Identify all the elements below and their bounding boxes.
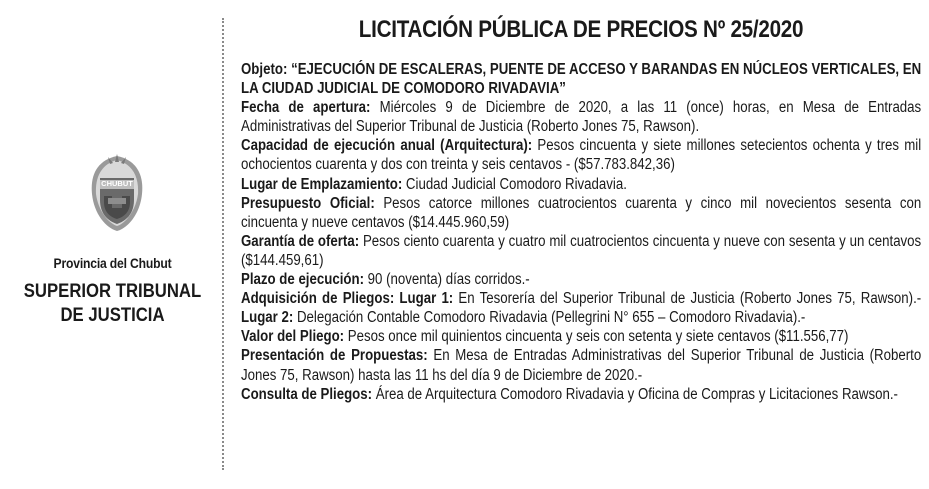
- objeto-label: Objeto:: [241, 61, 288, 78]
- presupuesto-paragraph: [241, 194, 921, 232]
- objeto-text: “EJECUCIÓN DE ESCALERAS, PUENTE DE ACCESO Y BARANDAS EN NÚCLEOS VERTICALES, EN LA CIUDAD JUDICIAL DE COMODORO RIVADAVIA”: [241, 61, 922, 98]
- lugar-text: Ciudad Judicial Comodoro Rivadavia.: [402, 175, 627, 193]
- adquisicion-text-2: Delegación Contable Comodoro Rivadavia (Pellegrini N° 655 – Comodoro Rivadavia).-: [293, 309, 806, 327]
- valor-text: Pesos once mil quinientos cincuenta y seis con setenta y siete centavos ($11.556,77): [344, 328, 849, 346]
- fecha-apertura-paragraph: [241, 98, 921, 136]
- court-name: [14, 280, 212, 328]
- capacidad-label: Capacidad de ejecución anual (Arquitectura):: [241, 137, 533, 155]
- consulta-text: Área de Arquitectura Comodoro Rivadavia y Oficina de Compras y Licitaciones Rawson.-: [372, 385, 898, 403]
- notice-title: LICITACIÓN PÚBLICA DE PRECIOS Nº 25/2020: [358, 16, 804, 43]
- crest-label: CHUBUT: [101, 179, 133, 188]
- garantia-text: Pesos ciento cuarenta y cuatro mil cuatrocientos cincuenta y nueve con sesenta y un centavos ($144.459,61): [241, 232, 922, 269]
- capacidad-paragraph: [241, 136, 921, 174]
- presentacion-text: En Mesa de Entradas Administrativas del Superior Tribunal de Justicia (Roberto Jones 75, Rawson) hasta las 11 hs del día 9 de Diciembre de 2020.-: [241, 347, 922, 384]
- notice-content: [241, 14, 921, 404]
- chubut-coat-of-arms-icon: [86, 152, 148, 234]
- plazo-text: 90 (noventa) días corridos.-: [363, 271, 530, 289]
- adquisicion-label: Adquisición de Pliegos: Lugar 1:: [241, 290, 454, 308]
- garantia-paragraph: [241, 232, 921, 270]
- adquisicion-paragraph: [241, 289, 921, 327]
- presupuesto-label: Presupuesto Oficial:: [241, 194, 375, 212]
- adquisicion-label-2: Lugar 2:: [241, 309, 294, 327]
- valor-label: Valor del Pliego:: [241, 328, 345, 346]
- dotted-divider: [222, 18, 224, 470]
- presentacion-paragraph: [241, 346, 921, 384]
- lugar-label: Lugar de Emplazamiento:: [241, 175, 403, 193]
- lugar-paragraph: [241, 175, 921, 194]
- plazo-label: Plazo de ejecución:: [241, 271, 364, 289]
- consulta-paragraph: [241, 385, 921, 404]
- objeto-paragraph: [241, 60, 921, 98]
- court-name-line-1: SUPERIOR TRIBUNAL: [23, 281, 202, 302]
- court-name-line-2: DE JUSTICIA: [60, 305, 165, 326]
- presupuesto-text: Pesos catorce millones cuatrocientos cuarenta y cinco mil novecientos sesenta con cincuenta y nueve centavos ($14.445.960,59): [241, 194, 922, 231]
- plazo-paragraph: [241, 270, 921, 289]
- adquisicion-text-1: En Tesorería del Superior Tribunal de Justicia (Roberto Jones 75, Rawson).-: [453, 290, 922, 308]
- presentacion-label: Presentación de Propuestas:: [241, 347, 428, 365]
- fecha-apertura-label: Fecha de apertura:: [241, 99, 371, 117]
- consulta-label: Consulta de Pliegos:: [241, 385, 373, 403]
- capacidad-text: Pesos cincuenta y siete millones setecientos ochenta y tres mil ochocientos cuarenta y dos con treinta y seis centavos - ($57.783.842,36): [241, 137, 922, 174]
- valor-paragraph: [241, 327, 921, 346]
- province-name: Provincia del Chubut: [53, 256, 172, 271]
- notice-body: [241, 60, 921, 404]
- garantia-label: Garantía de oferta:: [241, 232, 360, 250]
- fecha-apertura-text: Miércoles 9 de Diciembre de 2020, a las 11 (once) horas, en Mesa de Entradas Administrativas del Superior Tribunal de Justicia (Roberto Jones 75, Rawson).: [241, 99, 922, 136]
- issuer-panel: [0, 0, 225, 489]
